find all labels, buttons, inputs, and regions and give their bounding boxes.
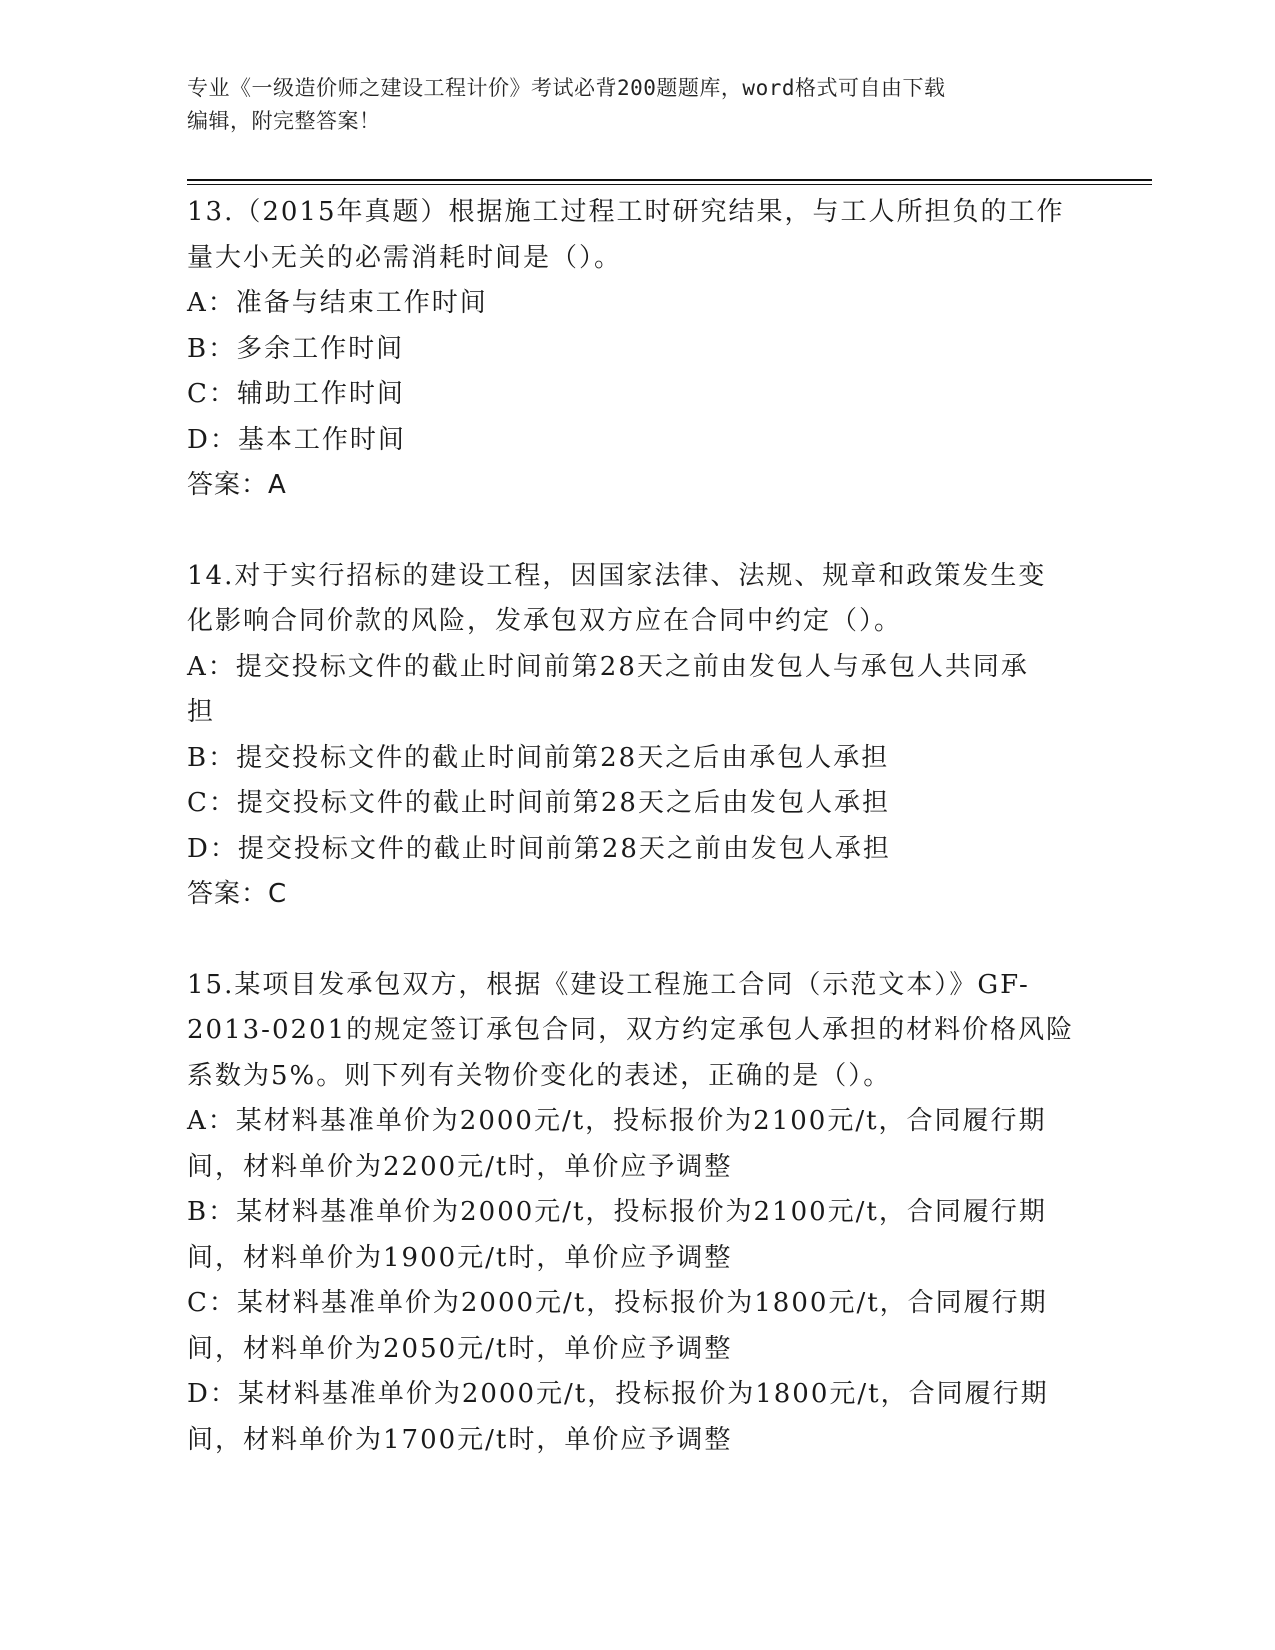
question-block <box>187 190 1077 509</box>
answer-option-line: 间，材料单价为1900元/t时，单价应予调整 <box>187 1242 733 1273</box>
answer-option <box>187 327 1077 373</box>
answer-option-line: C：辅助工作时间 <box>187 379 405 409</box>
question-stem-line: 量大小无关的必需消耗时间是（）。 <box>187 242 623 273</box>
answer-option <box>187 418 1077 464</box>
question-stem-line: 化影响合同价款的风险，发承包双方应在合同中约定（）。 <box>187 606 903 636</box>
header-line-1: 专业《一级造价师之建设工程计价》考试必背200题题库，word格式可自由下载 <box>187 76 946 100</box>
question-stem-line: 系数为5%。则下列有关物价变化的表述，正确的是（）。 <box>187 1060 892 1091</box>
answer-option <box>187 827 1077 873</box>
answer-option-line: D：基本工作时间 <box>187 424 406 455</box>
answer-option-line: 担 <box>187 697 216 727</box>
answer-option <box>187 1099 1077 1190</box>
answer-option <box>187 372 1077 418</box>
question-stem-line: 15.某项目发承包双方，根据《建设工程施工合同（示范文本）》GF- <box>187 969 1030 1000</box>
answer-option-line: D：提交投标文件的截止时间前第28天之前由发包人承担 <box>187 833 891 864</box>
answer-option <box>187 1190 1077 1281</box>
answer-option-line: 间，材料单价为2050元/t时，单价应予调整 <box>187 1333 733 1364</box>
answer-option-line: A：某材料基准单价为2000元/t，投标报价为2100元/t，合同履行期 <box>187 1106 1047 1136</box>
answer-option-line: C：提交投标文件的截止时间前第28天之后由发包人承担 <box>187 788 890 818</box>
question-list <box>187 190 1077 1508</box>
answer-option-line: A：准备与结束工作时间 <box>187 288 488 318</box>
answer-option-line: 间，材料单价为1700元/t时，单价应予调整 <box>187 1424 733 1455</box>
answer-option-line: 间，材料单价为2200元/t时，单价应予调整 <box>187 1151 733 1182</box>
question-block <box>187 963 1077 1464</box>
question-stem-line: 14.对于实行招标的建设工程，因国家法律、法规、规章和政策发生变 <box>187 560 1047 591</box>
question-block <box>187 554 1077 918</box>
answer-option-line: B：提交投标文件的截止时间前第28天之后由承包人承担 <box>187 742 890 773</box>
answer-option-line: B：某材料基准单价为2000元/t，投标报价为2100元/t，合同履行期 <box>187 1197 1047 1227</box>
header-divider-thin <box>187 184 1152 185</box>
answer-key: 答案：C <box>187 879 288 909</box>
header-line-2: 编辑，附完整答案！ <box>187 109 381 133</box>
answer-option <box>187 1372 1077 1463</box>
answer-option-line: D：某材料基准单价为2000元/t，投标报价为1800元/t，合同履行期 <box>187 1379 1049 1409</box>
header-divider-thick <box>187 179 1152 181</box>
document-header <box>187 72 1087 138</box>
question-stem-line: 13.（2015年真题）根据施工过程工时研究结果，与工人所担负的工作 <box>187 197 1065 227</box>
answer-option-line: A：提交投标文件的截止时间前第28天之前由发包人与承包人共同承 <box>187 651 1029 682</box>
question-stem-line: 2013-0201的规定签订承包合同，双方约定承包人承担的材料价格风险 <box>187 1015 1075 1045</box>
answer-option <box>187 645 1077 736</box>
answer-key: 答案：A <box>187 470 287 500</box>
answer-option-line: B：多余工作时间 <box>187 333 405 364</box>
answer-option-line: C：某材料基准单价为2000元/t，投标报价为1800元/t，合同履行期 <box>187 1288 1048 1318</box>
answer-option <box>187 281 1077 327</box>
answer-option <box>187 736 1077 782</box>
answer-option <box>187 781 1077 827</box>
answer-option <box>187 1281 1077 1372</box>
